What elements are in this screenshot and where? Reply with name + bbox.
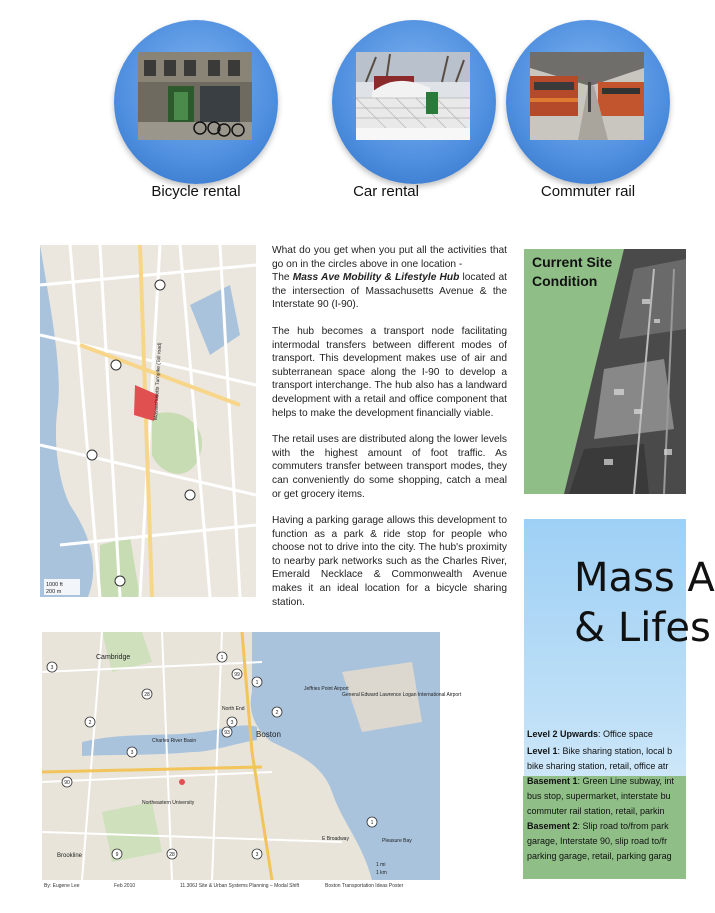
aerial-photo — [524, 249, 686, 494]
local-map-graphic — [40, 245, 256, 597]
basement-2-desc-2: garage, Interstate 90, slip road to/fr — [527, 836, 668, 846]
label-north-end: North End — [222, 706, 245, 712]
paragraph-transport: The hub becomes a transport node facilitating intermodal transfers between different modes of transport. This development makes use of air and subterranean space along the I-90 to develop a transport interchange. The hub also has a landward development with a retail and office component that helps to make the development financially viable. — [272, 325, 507, 419]
basement-2-desc-3: parking garage, retail, parking garag — [527, 851, 672, 861]
current-site-panel — [524, 249, 686, 494]
basement-2-label: Basement 2 — [527, 821, 578, 831]
shield-11: 28 — [169, 852, 175, 858]
basement-2-text — [527, 819, 672, 864]
commuter-rail-photo — [530, 52, 644, 140]
label-northeastern: Northeastern University — [142, 800, 195, 806]
map1-turnpike-label: Massachusetts Turnpike (Toll road) — [153, 342, 164, 421]
shield-5: 1 — [255, 680, 259, 686]
shield-8: 3 — [130, 750, 134, 756]
level-1-desc-2: bike sharing station, retail, office atr — [527, 761, 669, 771]
footer-course: 11.306J Site & Urban Systems Planning – Modal Shift — [180, 883, 300, 889]
level-1-label: Level 1 — [527, 746, 558, 756]
paragraph-retail: The retail uses are distributed along the lower levels with the highest amount of foot traffic. As commuters transfer between transport modes, they can conveniently do some shopping, catch a meal or get grocery items. — [272, 434, 508, 500]
car-rental-circle — [332, 20, 496, 184]
basement-1-text — [527, 774, 674, 819]
bicycle-rental-circle — [114, 20, 278, 184]
description-text — [272, 244, 507, 622]
site-condition-title: Current Site Condition — [532, 254, 613, 289]
hub-name: Mass Ave Mobility & Lifestyle Hub — [292, 272, 460, 284]
basement-1-label: Basement 1 — [527, 776, 578, 786]
shield-13: 1 — [370, 820, 374, 826]
bicycle-rental-photo — [138, 52, 252, 140]
shield-9: 93 — [224, 730, 230, 736]
caption-car-rental: Car rental — [353, 183, 419, 200]
title-line-1: Mass A — [574, 555, 715, 601]
car-rental-photo — [356, 52, 470, 140]
label-jeffries-point: Jeffries Point Airport — [304, 686, 349, 692]
basement-2-desc: : Slip road to/from park — [577, 821, 669, 831]
shield-0: 3 — [50, 665, 54, 671]
intro-line1: What do you get when you put all the activities that go on in the circles above in one location - — [272, 245, 507, 270]
shield-10: 9 — [115, 852, 119, 858]
shield-4: 1 — [220, 655, 224, 661]
shield-7: 90 — [64, 780, 70, 786]
map1-scale-ft: 1000 ft — [46, 582, 63, 588]
title-line-2: & Lifes — [574, 605, 711, 651]
footer-date: Feb 2010 — [114, 883, 136, 889]
level-2-label: Level 2 Upwards — [527, 729, 599, 739]
intro-the: The — [272, 272, 293, 284]
caption-bicycle-rental: Bicycle rental — [151, 183, 241, 200]
basement-1-desc: : Green Line subway, int — [577, 776, 674, 786]
label-brookline: Brookline — [57, 853, 83, 859]
label-boston: Boston — [256, 730, 281, 739]
label-pleasure-bay: Pleasure Bay — [382, 838, 412, 844]
label-airport: General Edward Lawrence Logan International Airport — [342, 692, 462, 698]
label-cambridge: Cambridge — [96, 654, 131, 661]
intro-paragraph — [272, 244, 507, 312]
intro-line2: located at the intersection of Massachusetts Avenue & the Interstate 90 (I-90). — [272, 272, 508, 311]
shield-3: 99 — [234, 672, 240, 678]
footer-author: By: Eugene Lee — [44, 883, 80, 889]
basement-1-desc-3: commuter rail station, retail, parkin — [527, 806, 665, 816]
shield-14: 2 — [275, 710, 279, 716]
basement-1-desc-2: bus stop, supermarket, interstate bu — [527, 791, 671, 801]
level-1-text — [527, 744, 672, 774]
level-2-text — [527, 727, 653, 742]
shield-6: 3 — [230, 720, 234, 726]
local-area-map — [40, 245, 256, 597]
commuter-rail-circle — [506, 20, 670, 184]
label-charles-river: Charles River Basin — [152, 738, 197, 744]
shield-1: 2 — [88, 720, 92, 726]
label-e-broadway: E Broadway — [322, 836, 349, 842]
level-1-desc: : Bike sharing station, local b — [557, 746, 673, 756]
label-scale-mi: 1 mi — [376, 862, 386, 868]
regional-map — [42, 632, 462, 880]
label-scale-km: 1 km — [376, 870, 387, 876]
level-2-desc: : Office space — [598, 729, 653, 739]
paragraph-parking: Having a parking garage allows this development to function as a park & ride stop for people who choose not to drive into the city. The hub's proximity to nearby park networks such as the Charles River, Emerald Necklace & Commonwealth Avenue makes it an ideal location for a bicycle sharing station. — [272, 515, 507, 608]
shield-2: 28 — [144, 692, 150, 698]
map1-scale-m: 200 m — [46, 589, 62, 595]
regional-map-graphic — [42, 632, 462, 880]
caption-commuter-rail: Commuter rail — [540, 183, 636, 200]
shield-12: 3 — [255, 852, 259, 858]
footer-poster: Boston Transportation Ideas Poster — [325, 883, 404, 889]
